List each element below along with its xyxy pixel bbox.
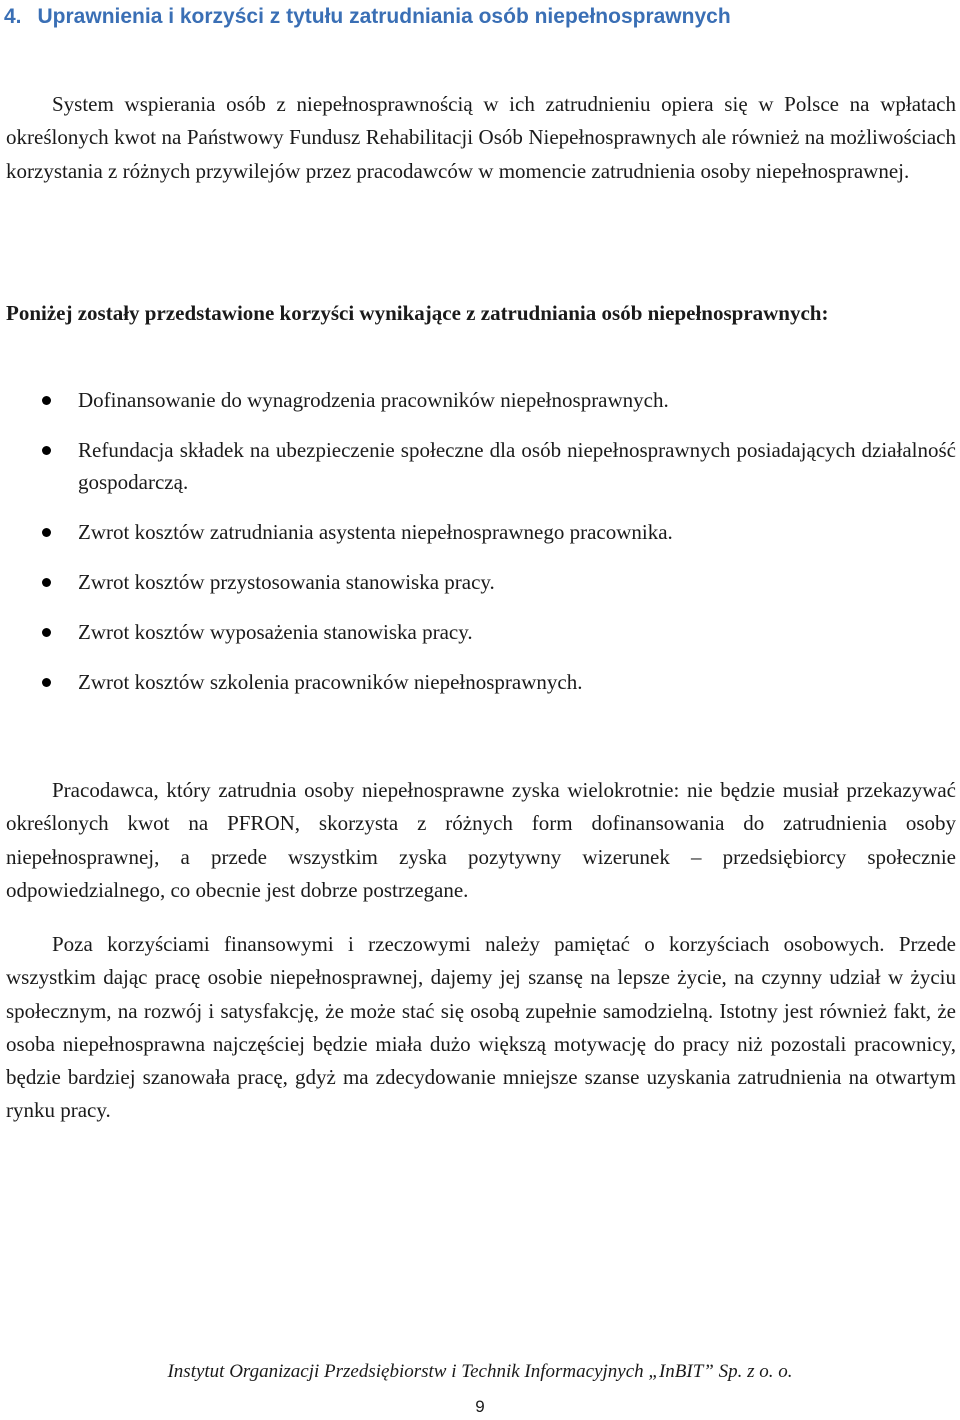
list-item-text: Zwrot kosztów zatrudniania asystenta niepełnosprawnego pracownika. [78,520,673,544]
list-item-text: Zwrot kosztów przystosowania stanowiska pracy. [78,570,495,594]
list-item-text: Zwrot kosztów wyposażenia stanowiska pracy. [78,620,473,644]
bullet-icon [42,678,51,687]
list-item [0,666,956,698]
bullet-icon [42,528,51,537]
footer-institute: Instytut Organizacji Przedsiębiorstw i Technik Informacyjnych „InBIT” Sp. z o. o. [167,1361,793,1382]
list-item-text: Zwrot kosztów szkolenia pracowników niepełnosprawnych. [78,670,583,694]
personal-paragraph: Poza korzyściami finansowymi i rzeczowymi należy pamiętać o korzyściach osobowych. Przede wszystkim dając pracę osobie niepełnosprawnej, dajemy jej szansę na lepsze życie, na czynny udział w życiu społecznym, na rozwój i satysfakcję, że może stać się osobą zupełnie samodzielną. Istotny jest również fakt, że osoba niepełnosprawna najczęściej będzie miała dużo większą motywację do pracy niż pozostali pracownicy, będzie bardziej szanowała pracę, gdyż ma zdecydowanie mniejsze szanse uzyskania zatrudnienia na otwartym rynku pracy. [6,932,956,1123]
employer-paragraph: Pracodawca, który zatrudnia osoby niepełnosprawne zyska wielokrotnie: nie będzie musiał przekazywać określonych kwot na PFRON, skorzysta z różnych form dofinansowania do zatrudnienia osoby niepełnosprawnej, a przede wszystkim zyska pozytywny wizerunek – przedsiębiorcy społecznie odpowiedzialnego, co obecnie jest dobrze postrzegane. [6,778,956,902]
list-item [0,384,956,416]
bullet-icon [42,628,51,637]
bullet-icon [42,396,51,405]
intro-paragraph: System wspierania osób z niepełnosprawnością w ich zatrudnieniu opiera się w Polsce na wpłatach określonych kwot na Państwowy Fundusz Rehabilitacji Osób Niepełnosprawnych ale również na możliwościach korzystania z różnych przywilejów przez pracodawców w momencie zatrudnienia osoby niepełnosprawnej. [6,92,956,183]
benefits-list [0,384,960,716]
benefits-lead: Poniżej zostały przedstawione korzyści wynikające z zatrudniania osób niepełnosprawnych: [6,301,829,325]
list-item [0,516,956,548]
page-number: 9 [475,1397,485,1416]
bullet-icon [42,446,51,455]
list-item [0,434,956,498]
bullet-icon [42,578,51,587]
section-title: Uprawnienia i korzyści z tytułu zatrudniania osób niepełnosprawnych [37,5,731,28]
list-item [0,566,956,598]
list-item-text: Refundacja składek na ubezpieczenie społeczne dla osób niepełnosprawnych posiadających działalność gospodarczą. [78,438,956,494]
section-number: 4. [4,5,22,28]
section-heading [4,2,954,32]
list-item-text: Dofinansowanie do wynagrodzenia pracowników niepełnosprawnych. [78,388,669,412]
list-item [0,616,956,648]
